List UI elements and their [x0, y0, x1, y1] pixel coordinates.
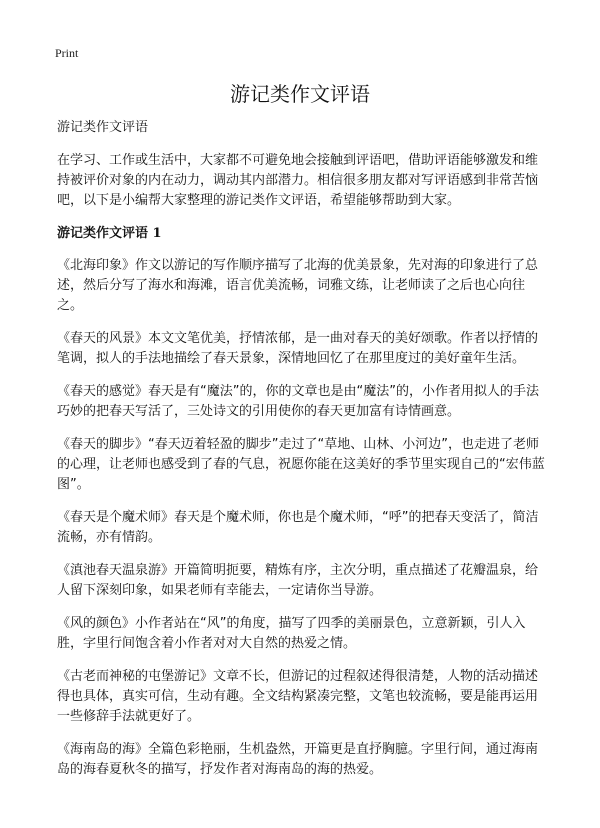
section-heading: 游记类作文评语 1 [57, 226, 162, 241]
article-subtitle: 游记类作文评语 [57, 120, 149, 135]
comment-paragraph: 《北海印象》作文以游记的写作顺序描写了北海的优美景象，先对海的印象进行了总述，然后分写了海水和海滩，语言优美流畅，词雅文练，让老师读了之后也心向往之。 [57, 258, 539, 313]
comment-paragraph: 《春天是个魔术师》春天是个魔术师，你也是个魔术师，“呼”的把春天变活了，简洁流畅，亦有情韵。 [57, 510, 539, 545]
comment-paragraph: 《滇池春天温泉游》开篇简明扼要，精炼有序，主次分明，重点描述了花瓣温泉，给人留下深刻印象，如果老师有幸能去，一定请你当导游。 [57, 563, 539, 598]
comment-paragraph: 《春天的风景》本文文笔优美，抒情浓郁，是一曲对春天的美好颂歌。作者以抒情的笔调，拟人的手法地描绘了春天景象，深情地回忆了在那里度过的美好童年生活。 [57, 331, 539, 366]
comment-paragraph: 《春天的脚步》“春天迈着轻盈的脚步”走过了“草地、山林、小河边”，也走进了老师的心理，让老师也感受到了春的气息，祝愿你能在这美好的季节里实现自己的“宏伟蓝图”。 [57, 437, 545, 492]
comment-paragraph: 《春天的感觉》春天是有“魔法”的，你的文章也是由“魔法”的，小作者用拟人的手法巧妙的把春天写活了，三处诗文的引用使你的春天更加富有诗情画意。 [57, 384, 539, 419]
article-body [57, 118, 549, 793]
comment-paragraph: 《海南岛的海》全篇色彩艳丽，生机盎然，开篇更是直抒胸臆。字里行间，通过海南岛的海春夏秋冬的描写，抒发作者对海南岛的海的热爱。 [57, 742, 539, 777]
comment-paragraph: 《古老而神秘的屯堡游记》文章不长，但游记的过程叙述得很清楚，人物的活动描述得也具体，真实可信，生动有趣。全文结构紧凑完整，文笔也较流畅，要是能再运用一些修辞手法就更好了。 [57, 669, 539, 724]
page-title: 游记类作文评语 [230, 82, 370, 106]
intro-paragraph: 在学习、工作或生活中，大家都不可避免地会接触到评语吧，借助评语能够激发和维持被评价对象的内在动力，调动其内部潜力。相信很多朋友都对写评语感到非常苦恼吧，以下是小编帮大家整理的游记类作文评语，希望能够帮助到大家。 [57, 153, 539, 208]
comment-paragraph: 《风的颜色》小作者站在“风”的角度，描写了四季的美丽景色，立意新颖，引人入胜，字里行间饱含着小作者对对大自然的热爱之情。 [57, 616, 526, 651]
print-link[interactable]: Print [55, 46, 79, 60]
